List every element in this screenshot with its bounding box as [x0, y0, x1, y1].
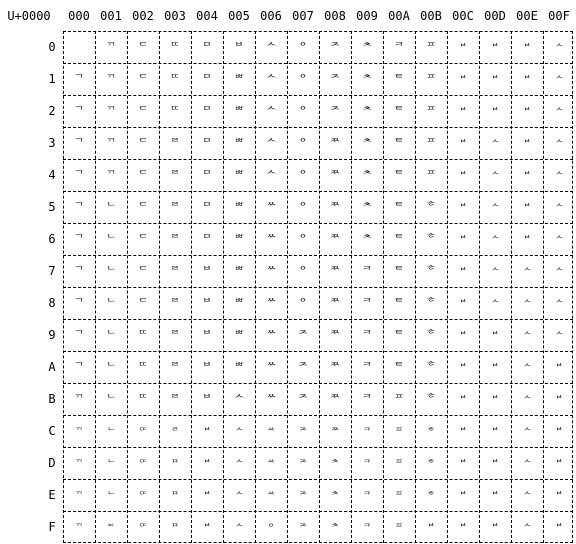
row-header: 6	[48, 232, 56, 246]
glyph-cell: ᄇ	[554, 395, 564, 406]
glyph-cell: ᄂ	[105, 201, 117, 214]
glyph-cell: ᄉ	[265, 105, 277, 118]
glyph-cell: ᄉ	[490, 203, 500, 214]
glyph-cell: ᄉ	[522, 267, 532, 278]
glyph-cell: ᄈ	[233, 265, 245, 278]
glyph-cell: ᄌ	[329, 41, 341, 54]
glyph-cell: ᄆ	[201, 41, 213, 54]
column-header: 002	[132, 9, 154, 23]
glyph-cell: ᄁ	[74, 459, 84, 470]
glyph-cell: ᄎ	[361, 169, 373, 182]
glyph-cell: ᄒ	[425, 297, 437, 310]
glyph-cell: ᄇ	[201, 361, 213, 374]
glyph-cell: ᄃ	[106, 523, 116, 534]
row-header: 7	[48, 264, 56, 278]
glyph-cell: ᄉ	[265, 41, 277, 54]
glyph-cell: ᄎ	[361, 201, 373, 214]
glyph-cell: ᄇ	[458, 171, 468, 182]
glyph-cell: ᄋ	[297, 233, 309, 246]
glyph-cell: ᄐ	[393, 233, 405, 246]
glyph-cell: ᄁ	[73, 393, 85, 406]
glyph-cell: ᄐ	[393, 137, 405, 150]
glyph-cell: ᄀ	[73, 137, 85, 150]
glyph-cell: ᄂ	[106, 427, 116, 438]
glyph-cell: ᄋ	[297, 297, 309, 310]
glyph-cell: ᄇ	[201, 297, 213, 310]
glyph-cell: ᄒ	[425, 265, 437, 278]
glyph-cell: ᄇ	[458, 491, 468, 502]
glyph-cell: ᄁ	[74, 523, 84, 534]
glyph-cell: ᄇ	[490, 427, 500, 438]
glyph-cell: ᄍ	[329, 201, 341, 214]
glyph-cell: ᄉ	[522, 523, 532, 534]
glyph-cell: ᄅ	[170, 427, 180, 438]
glyph-cell: ᄃ	[137, 169, 149, 182]
glyph-cell: ᄌ	[298, 523, 308, 534]
glyph-cell: ᄁ	[105, 73, 117, 86]
glyph-cell: ᄍ	[329, 393, 341, 406]
glyph-cell: ᄇ	[490, 75, 500, 86]
glyph-cell: ᄎ	[361, 73, 373, 86]
glyph-cell: ᄎ	[330, 491, 340, 502]
glyph-cell: ᄒ	[425, 329, 437, 342]
glyph-cell: ᄐ	[393, 265, 405, 278]
row-header: F	[48, 520, 56, 534]
column-header: 004	[196, 9, 218, 23]
glyph-cell: ᄀ	[73, 201, 85, 214]
glyph-cell: ᄑ	[394, 491, 404, 502]
glyph-cell: ᄇ	[458, 267, 468, 278]
glyph-cell: ᄃ	[137, 73, 149, 86]
glyph-cell: ᄈ	[233, 137, 245, 150]
glyph-cell: ᄌ	[329, 105, 341, 118]
glyph-cell: ᄏ	[361, 265, 373, 278]
glyph-cell: ᄇ	[202, 459, 212, 470]
glyph-cell: ᄅ	[169, 265, 181, 278]
glyph-cell: ᄆ	[170, 459, 180, 470]
glyph-cell: ᄉ	[554, 267, 564, 278]
glyph-cell: ᄇ	[202, 427, 212, 438]
glyph-cell: ᄃ	[137, 297, 149, 310]
glyph-cell: ᄇ	[522, 107, 532, 118]
glyph-cell: ᄈ	[233, 233, 245, 246]
glyph-cell: ᄑ	[425, 73, 437, 86]
glyph-cell: ᄋ	[297, 105, 309, 118]
column-header: 008	[324, 9, 346, 23]
glyph-cell: ᄇ	[554, 523, 564, 534]
glyph-cell: ᄉ	[522, 363, 532, 374]
glyph-cell: ᄑ	[425, 169, 437, 182]
glyph-cell: ᄅ	[169, 393, 181, 406]
glyph-cell: ᄊ	[265, 297, 277, 310]
glyph-cell: ᄃ	[137, 265, 149, 278]
glyph-cell: ᄉ	[554, 139, 564, 150]
column-header: 009	[356, 9, 378, 23]
glyph-cell: ᄎ	[361, 105, 373, 118]
glyph-cell: ᄇ	[554, 427, 564, 438]
column-header: 00D	[484, 9, 506, 23]
row-header: 8	[48, 296, 56, 310]
glyph-cell: ᄇ	[490, 491, 500, 502]
glyph-cell: ᄇ	[458, 235, 468, 246]
glyph-cell: ᄇ	[458, 299, 468, 310]
glyph-cell: ᄏ	[361, 361, 373, 374]
glyph-cell: ᄇ	[490, 363, 500, 374]
glyph-cell: ᄉ	[554, 331, 564, 342]
glyph-cell: ᄄ	[169, 73, 181, 86]
glyph-cell: ᄉ	[554, 203, 564, 214]
glyph-cell: ᄉ	[522, 299, 532, 310]
glyph-cell: ᄂ	[105, 265, 117, 278]
glyph-cell: ᄐ	[393, 169, 405, 182]
glyph-cell: ᄁ	[105, 169, 117, 182]
glyph-cell: ᄋ	[297, 201, 309, 214]
glyph-cell: ᄂ	[105, 361, 117, 374]
glyph-cell: ᄎ	[330, 459, 340, 470]
glyph-cell: ᄄ	[138, 523, 148, 534]
glyph-cell: ᄐ	[393, 105, 405, 118]
glyph-cell: ᄇ	[458, 43, 468, 54]
glyph-cell: ᄇ	[522, 235, 532, 246]
code-range-label: U+0000	[7, 9, 51, 23]
glyph-cell: ᄄ	[138, 427, 148, 438]
glyph-cell: ᄉ	[233, 393, 245, 406]
glyph-cell: ᄂ	[106, 491, 116, 502]
glyph-cell: ᄆ	[201, 105, 213, 118]
glyph-cell: ᄍ	[329, 297, 341, 310]
glyph-cell: ᄆ	[201, 201, 213, 214]
glyph-cell: ᄇ	[458, 363, 468, 374]
glyph-cell: ᄅ	[169, 329, 181, 342]
glyph-cell: ᄋ	[297, 73, 309, 86]
glyph-cell: ᄍ	[329, 169, 341, 182]
glyph-cell: ᄉ	[490, 299, 500, 310]
row-header: 1	[48, 72, 56, 86]
column-header: 003	[164, 9, 186, 23]
glyph-cell: ᄊ	[265, 233, 277, 246]
glyph-cell: ᄍ	[329, 329, 341, 342]
glyph-cell: ᄇ	[522, 75, 532, 86]
glyph-cell: ᄒ	[425, 361, 437, 374]
glyph-cell: ᄇ	[554, 459, 564, 470]
glyph-cell: ᄇ	[490, 43, 500, 54]
glyph-cell: ᄁ	[105, 41, 117, 54]
glyph-cell: ᄃ	[137, 233, 149, 246]
glyph-cell: ᄈ	[233, 361, 245, 374]
glyph-grid	[63, 31, 573, 543]
glyph-cell: ᄏ	[361, 329, 373, 342]
glyph-cell: ᄉ	[554, 235, 564, 246]
glyph-cell: ᄀ	[73, 233, 85, 246]
glyph-cell: ᄄ	[137, 393, 149, 406]
glyph-cell: ᄉ	[554, 171, 564, 182]
glyph-cell: ᄀ	[73, 169, 85, 182]
glyph-cell: ᄌ	[297, 393, 309, 406]
glyph-cell: ᄊ	[266, 427, 276, 438]
glyph-cell: ᄀ	[73, 73, 85, 86]
glyph-cell: ᄒ	[426, 491, 436, 502]
row-header: 5	[48, 200, 56, 214]
glyph-cell: ᄈ	[233, 329, 245, 342]
glyph-cell: ᄆ	[170, 523, 180, 534]
glyph-cell: ᄆ	[170, 491, 180, 502]
glyph-cell: ᄏ	[362, 523, 372, 534]
glyph-cell: ᄇ	[554, 363, 564, 374]
glyph-cell: ᄆ	[201, 137, 213, 150]
glyph-cell: ᄇ	[458, 523, 468, 534]
glyph-cell: ᄊ	[266, 459, 276, 470]
glyph-cell: ᄃ	[137, 105, 149, 118]
glyph-cell: ᄉ	[265, 137, 277, 150]
glyph-cell: ᄇ	[202, 523, 212, 534]
column-header: 000	[68, 9, 90, 23]
glyph-cell: ᄏ	[362, 491, 372, 502]
glyph-cell: ᄉ	[234, 459, 244, 470]
glyph-cell: ᄇ	[490, 107, 500, 118]
glyph-cell: ᄉ	[554, 43, 564, 54]
glyph-cell: ᄀ	[73, 105, 85, 118]
glyph-cell: ᄇ	[458, 139, 468, 150]
glyph-cell: ᄄ	[138, 491, 148, 502]
glyph-cell: ᄃ	[137, 41, 149, 54]
glyph-cell: ᄂ	[105, 233, 117, 246]
row-header: 0	[48, 40, 56, 54]
glyph-cell: ᄉ	[490, 235, 500, 246]
glyph-cell: ᄁ	[105, 137, 117, 150]
glyph-cell: ᄐ	[393, 73, 405, 86]
glyph-cell: ᄇ	[490, 395, 500, 406]
glyph-cell: ᄋ	[266, 523, 276, 534]
glyph-cell: ᄌ	[298, 459, 308, 470]
column-header: 007	[292, 9, 314, 23]
glyph-cell: ᄇ	[458, 395, 468, 406]
glyph-cell: ᄉ	[490, 171, 500, 182]
glyph-cell: ᄒ	[426, 427, 436, 438]
glyph-cell: ᄅ	[169, 137, 181, 150]
glyph-cell: ᄅ	[169, 201, 181, 214]
glyph-cell: ᄉ	[522, 459, 532, 470]
glyph-cell: ᄆ	[201, 73, 213, 86]
glyph-cell: ᄇ	[490, 331, 500, 342]
glyph-cell: ᄇ	[458, 75, 468, 86]
glyph-cell: ᄋ	[297, 41, 309, 54]
glyph-cell: ᄇ	[554, 491, 564, 502]
glyph-cell: ᄀ	[73, 329, 85, 342]
glyph-cell: ᄐ	[393, 201, 405, 214]
glyph-cell: ᄊ	[265, 361, 277, 374]
glyph-cell: ᄍ	[329, 137, 341, 150]
glyph-cell: ᄂ	[105, 297, 117, 310]
glyph-cell: ᄇ	[522, 139, 532, 150]
glyph-cell: ᄐ	[393, 361, 405, 374]
glyph-cell: ᄏ	[362, 427, 372, 438]
glyph-cell: ᄃ	[137, 201, 149, 214]
glyph-cell: ᄍ	[329, 233, 341, 246]
glyph-cell: ᄈ	[233, 297, 245, 310]
glyph-cell: ᄉ	[522, 331, 532, 342]
glyph-cell: ᄉ	[554, 75, 564, 86]
glyph-cell: ᄇ	[522, 171, 532, 182]
glyph-cell: ᄅ	[169, 233, 181, 246]
glyph-cell: ᄈ	[233, 201, 245, 214]
column-header: 00E	[516, 9, 538, 23]
column-header: 001	[100, 9, 122, 23]
column-header: 00F	[548, 9, 570, 23]
glyph-cell: ᄉ	[265, 73, 277, 86]
glyph-cell: ᄄ	[137, 361, 149, 374]
row-header: C	[48, 424, 56, 438]
glyph-cell: ᄁ	[74, 427, 84, 438]
glyph-cell: ᄀ	[73, 265, 85, 278]
glyph-cell: ᄇ	[233, 41, 245, 54]
glyph-cell: ᄉ	[554, 299, 564, 310]
glyph-cell: ᄑ	[425, 41, 437, 54]
glyph-cell: ᄊ	[265, 201, 277, 214]
glyph-cell: ᄑ	[425, 137, 437, 150]
glyph-cell: ᄇ	[458, 331, 468, 342]
glyph-cell: ᄏ	[361, 393, 373, 406]
glyph-cell: ᄌ	[298, 491, 308, 502]
glyph-cell: ᄂ	[105, 329, 117, 342]
glyph-cell: ᄇ	[522, 43, 532, 54]
glyph-cell: ᄐ	[393, 297, 405, 310]
glyph-cell: ᄐ	[393, 329, 405, 342]
glyph-cell: ᄇ	[201, 329, 213, 342]
column-header: 006	[260, 9, 282, 23]
row-header: 9	[48, 328, 56, 342]
glyph-cell: ᄒ	[426, 459, 436, 470]
glyph-cell: ᄈ	[233, 73, 245, 86]
column-header: 00A	[388, 9, 410, 23]
glyph-cell: ᄁ	[105, 105, 117, 118]
glyph-cell: ᄑ	[394, 523, 404, 534]
glyph-cell: ᄌ	[298, 427, 308, 438]
glyph-cell: ᄁ	[74, 491, 84, 502]
glyph-cell: ᄎ	[330, 523, 340, 534]
glyph-cell: ᄍ	[329, 265, 341, 278]
glyph-cell: ᄊ	[265, 393, 277, 406]
glyph-cell: ᄆ	[201, 233, 213, 246]
glyph-cell: ᄀ	[73, 361, 85, 374]
glyph-cell: ᄃ	[137, 137, 149, 150]
glyph-cell: ᄅ	[169, 361, 181, 374]
glyph-cell: ᄉ	[554, 107, 564, 118]
glyph-cell: ᄈ	[233, 169, 245, 182]
glyph-cell: ᄌ	[297, 329, 309, 342]
glyph-cell: ᄅ	[169, 297, 181, 310]
glyph-cell: ᄄ	[138, 459, 148, 470]
glyph-cell: ᄂ	[106, 459, 116, 470]
glyph-cell: ᄉ	[490, 139, 500, 150]
glyph-cell: ᄈ	[233, 105, 245, 118]
glyph-cell: ᄇ	[490, 459, 500, 470]
glyph-cell: ᄌ	[297, 361, 309, 374]
glyph-cell: ᄏ	[362, 459, 372, 470]
glyph-cell: ᄉ	[234, 491, 244, 502]
glyph-cell: ᄉ	[234, 427, 244, 438]
glyph-cell: ᄑ	[394, 459, 404, 470]
glyph-cell: ᄇ	[201, 393, 213, 406]
row-header: A	[48, 360, 56, 374]
glyph-cell: ᄑ	[425, 105, 437, 118]
glyph-cell: ᄎ	[361, 41, 373, 54]
glyph-cell: ᄉ	[522, 427, 532, 438]
glyph-cell: ᄋ	[297, 169, 309, 182]
glyph-cell: ᄆ	[201, 169, 213, 182]
row-header: 3	[48, 136, 56, 150]
glyph-cell	[63, 31, 95, 63]
glyph-cell: ᄒ	[425, 201, 437, 214]
glyph-cell: ᄂ	[105, 393, 117, 406]
glyph-cell: ᄇ	[522, 203, 532, 214]
glyph-cell: ᄉ	[522, 395, 532, 406]
glyph-cell: ᄍ	[330, 427, 340, 438]
row-header: B	[48, 392, 56, 406]
glyph-cell: ᄅ	[169, 169, 181, 182]
glyph-cell: ᄑ	[393, 393, 405, 406]
glyph-cell: ᄌ	[329, 73, 341, 86]
glyph-cell: ᄊ	[265, 265, 277, 278]
row-header: 4	[48, 168, 56, 182]
column-header: 005	[228, 9, 250, 23]
glyph-cell: ᄒ	[425, 393, 437, 406]
glyph-cell: ᄋ	[297, 265, 309, 278]
glyph-cell: ᄇ	[490, 523, 500, 534]
glyph-cell: ᄉ	[490, 267, 500, 278]
row-header: 2	[48, 104, 56, 118]
glyph-cell: ᄊ	[266, 491, 276, 502]
glyph-cell: ᄉ	[265, 169, 277, 182]
row-header: D	[48, 456, 56, 470]
glyph-cell: ᄉ	[234, 523, 244, 534]
glyph-cell: ᄇ	[458, 427, 468, 438]
glyph-cell: ᄀ	[73, 297, 85, 310]
glyph-cell: ᄍ	[329, 361, 341, 374]
glyph-cell: ᄒ	[425, 233, 437, 246]
glyph-cell: ᄎ	[361, 233, 373, 246]
glyph-cell: ᄇ	[426, 523, 436, 534]
glyph-cell: ᄏ	[393, 41, 405, 54]
glyph-cell: ᄄ	[137, 329, 149, 342]
glyph-cell: ᄄ	[169, 105, 181, 118]
glyph-cell: ᄇ	[202, 491, 212, 502]
glyph-cell: ᄑ	[394, 427, 404, 438]
glyph-cell: ᄇ	[458, 459, 468, 470]
glyph-cell: ᄇ	[201, 265, 213, 278]
glyph-cell: ᄇ	[458, 203, 468, 214]
glyph-cell: ᄏ	[361, 297, 373, 310]
glyph-cell: ᄊ	[265, 329, 277, 342]
row-header: E	[48, 488, 56, 502]
glyph-cell: ᄎ	[361, 137, 373, 150]
glyph-cell: ᄄ	[169, 41, 181, 54]
glyph-cell: ᄉ	[522, 491, 532, 502]
glyph-cell: ᄋ	[297, 137, 309, 150]
column-header: 00C	[452, 9, 474, 23]
glyph-cell: ᄇ	[458, 107, 468, 118]
column-header: 00B	[420, 9, 442, 23]
